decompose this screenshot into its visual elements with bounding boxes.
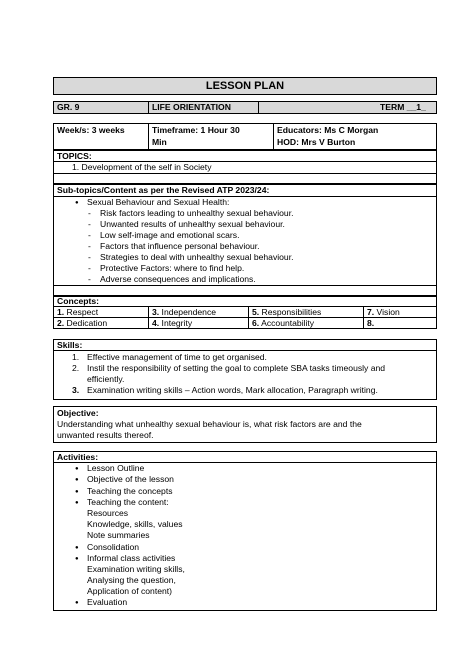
activity-subitem: Knowledge, skills, values	[87, 519, 183, 529]
activities-heading: Activities:	[57, 452, 99, 462]
subtopic-item: - Risk factors leading to unhealthy sexual behaviour.	[100, 208, 293, 219]
activity-item: ● Consolidation	[87, 542, 139, 553]
page-title: LESSON PLAN	[205, 80, 285, 92]
activity-item: ● Evaluation	[87, 597, 127, 608]
term-label: TERM __1_	[380, 102, 426, 112]
activity-item: ● Teaching the content:	[87, 497, 169, 508]
skill-number: 3.	[72, 385, 80, 395]
grade-label: GR. 9	[57, 102, 80, 112]
concept-cell: 4. Integrity	[152, 318, 193, 328]
activity-item: ● Lesson Outline	[87, 463, 144, 474]
activity-subitem: Examination writing skills,	[87, 564, 185, 574]
subtopic-item: - Factors that influence personal behaviour.	[100, 241, 260, 252]
objective-heading: Objective:	[57, 408, 99, 418]
subtopics-heading: Sub-topics/Content as per the Revised ATP 2023/24:	[57, 185, 270, 195]
skill-item: Instil the responsibility of setting the goal to complete SBA tasks timeously and	[87, 363, 386, 373]
activity-subitem: Note summaries	[87, 530, 150, 540]
concept-cell: 5. Responsibilities	[252, 307, 322, 317]
subtopic-bullet: ● Sexual Behaviour and Sexual Health:	[87, 197, 229, 208]
subtopic-item: - Adverse consequences and implications.	[100, 274, 256, 285]
subtopic-item: - Unwanted results of unhealthy sexual behaviour.	[100, 219, 285, 230]
skill-item: Effective management of time to get organised.	[87, 352, 267, 362]
subtopic-item: - Protective Factors: where to find help.	[100, 263, 244, 274]
objective-text-2: unwanted results thereof.	[57, 430, 154, 440]
subtopic-item: - Strategies to deal with unhealthy sexual behaviour.	[100, 252, 294, 263]
skill-item: Examination writing skills – Action words, Mark allocation, Paragraph writing.	[87, 385, 378, 395]
subject-label: LIFE ORIENTATION	[152, 102, 231, 112]
skills-heading: Skills:	[57, 340, 83, 350]
skill-number: 1.	[72, 352, 80, 362]
timeframe-label-1: Timeframe: 1 Hour 30	[152, 125, 240, 135]
concept-cell: 2. Dedication	[57, 318, 108, 328]
objective-text-1: Understanding what unhealthy sexual behaviour is, what risk factors are and the	[57, 419, 362, 429]
activity-subitem: Resources	[87, 508, 129, 518]
subtopic-item: - Low self-image and emotional scars.	[100, 230, 239, 241]
activity-subitem: Application of content)	[87, 586, 173, 596]
hod-label: HOD: Mrs V Burton	[277, 137, 356, 147]
concept-cell: 1. Respect	[57, 307, 99, 317]
weeks-label: Week/s: 3 weeks	[57, 125, 125, 135]
concept-cell: 6. Accountability	[252, 318, 315, 328]
activity-item: ● Teaching the concepts	[87, 486, 173, 497]
activity-item: ● Informal class activities	[87, 553, 175, 564]
skill-number: 2.	[72, 363, 80, 373]
topics-heading: TOPICS:	[57, 151, 92, 161]
concepts-heading: Concepts:	[57, 296, 100, 306]
skill-item: efficiently.	[87, 374, 125, 384]
educators-label: Educators: Ms C Morgan	[277, 125, 379, 135]
activity-item: ● Objective of the lesson	[87, 474, 174, 485]
topic-item: 1. Development of the self in Society	[72, 162, 212, 172]
concept-cell: 7. Vision	[367, 307, 400, 317]
concept-cell: 8.	[367, 318, 375, 328]
timeframe-label-2: Min	[152, 137, 167, 147]
activity-subitem: Analysing the question,	[87, 575, 176, 585]
concept-cell: 3. Independence	[152, 307, 217, 317]
